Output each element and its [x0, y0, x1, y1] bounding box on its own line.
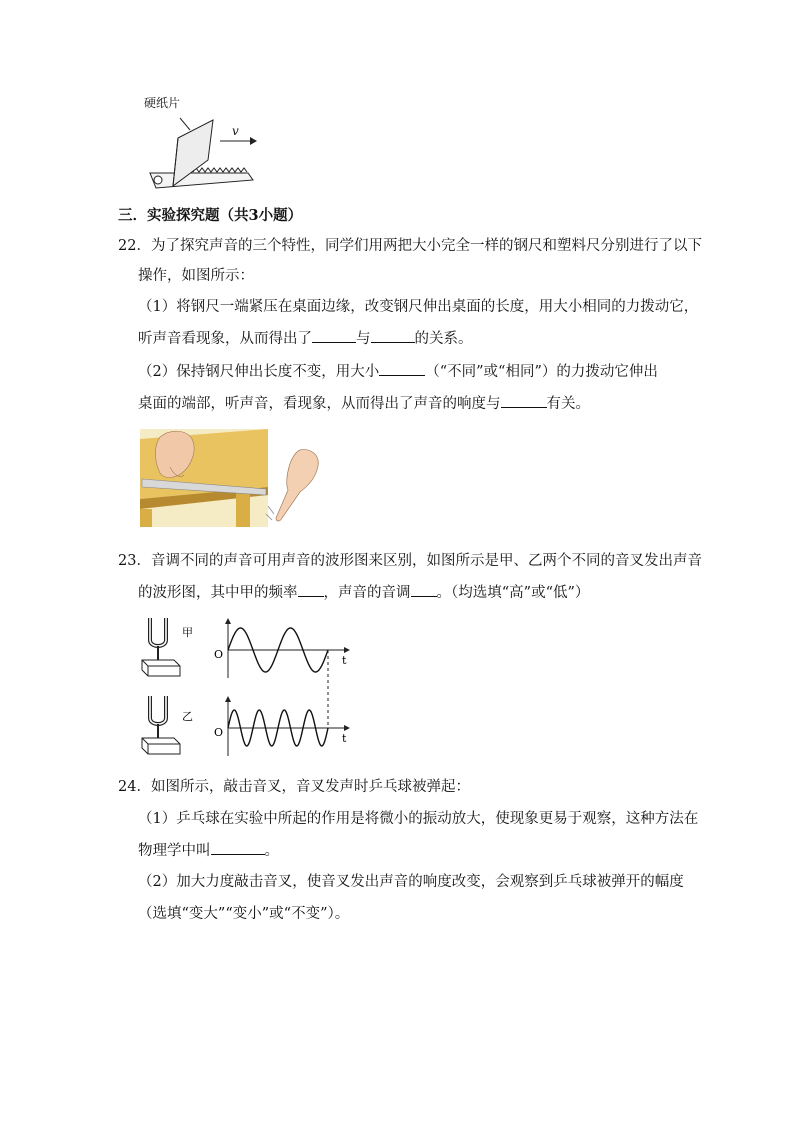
finger-svg: [264, 444, 324, 524]
q22-part2-line2: 桌面的端部，听声音，看现象，从而得出了声音的响度与 有关。: [138, 393, 590, 414]
origin-label-b: O: [214, 726, 224, 739]
tuning-fork-b-icon: [142, 696, 180, 754]
answer-blank-6[interactable]: [411, 582, 437, 597]
q24-part2-line1: （2）加大力度敲击音叉，使音叉发出声音的响度改变，会观察到乒乓球被弹开的幅度: [138, 874, 684, 890]
finger-photo: [264, 444, 324, 524]
tuning-fork-a-icon: [142, 618, 180, 676]
q24-part1-line2: 物理学中叫 。: [138, 840, 279, 861]
waveform-svg: [138, 612, 358, 762]
q22-part1-line1: （1）将钢尺一端紧压在桌面边缘，改变钢尺伸出桌面的长度，用大小相同的力拨动它，: [138, 299, 699, 315]
q23-line1: 23．音调不同的声音可用声音的波形图来区别，如图所示是甲、乙两个不同的音叉发出声音: [118, 553, 702, 569]
answer-blank-2[interactable]: [371, 328, 415, 343]
q22-number: 22．: [118, 238, 151, 254]
cardboard-label: 硬纸片: [144, 96, 181, 110]
answer-blank-5[interactable]: [298, 582, 324, 597]
fork-b-label: 乙: [182, 710, 193, 723]
cardboard-illustration: [138, 98, 278, 194]
answer-blank-7[interactable]: [211, 840, 265, 855]
q22-line2: 操作，如图所示：: [138, 268, 254, 284]
ruler-photo-svg: [140, 429, 268, 527]
hole-circle: [154, 176, 162, 184]
cardboard-figure: [138, 98, 278, 194]
velocity-label: v: [232, 124, 239, 138]
ruler-photo: [140, 429, 268, 527]
answer-blank-1[interactable]: [312, 328, 356, 343]
q22-part2-line1: （2）保持钢尺伸出长度不变，用大小 （“不同”或“相同”）的力拨动它伸出: [138, 361, 658, 382]
section-title: 三．实验探究题（共3小题）: [118, 207, 303, 224]
q24-line1: 24．如图所示，敲击音叉，音叉发声时乒乓球被弹起：: [118, 779, 470, 795]
time-label-a: t: [342, 654, 347, 667]
origin-label-a: O: [214, 648, 224, 661]
q23-line2: 的波形图，其中甲的频率 ，声音的音调 。（均选填“高”或“低”）: [138, 582, 589, 603]
q24-part1-line1: （1）乒乓球在实验中所起的作用是将微小的振动放大，使现象更易于观察，这种方法在: [138, 811, 699, 827]
q22-line1: 22．为了探究声音的三个特性，同学们用两把大小完全一样的钢尺和塑料尺分别进行了以下: [118, 238, 702, 254]
saw-teeth: [193, 168, 247, 172]
q24-number: 24．: [118, 779, 151, 795]
waveform-figure: [138, 612, 358, 762]
answer-blank-4[interactable]: [501, 393, 547, 408]
fork-a-label: 甲: [182, 626, 193, 639]
q24-part2-line2: （选填“变大”“变小”或“不变”）。: [138, 906, 350, 922]
q22-part1-line2: 听声音看现象，从而得出了 与 的关系。: [138, 328, 473, 349]
time-label-b: t: [342, 732, 347, 745]
answer-blank-3[interactable]: [379, 361, 425, 376]
q23-number: 23．: [118, 553, 151, 569]
